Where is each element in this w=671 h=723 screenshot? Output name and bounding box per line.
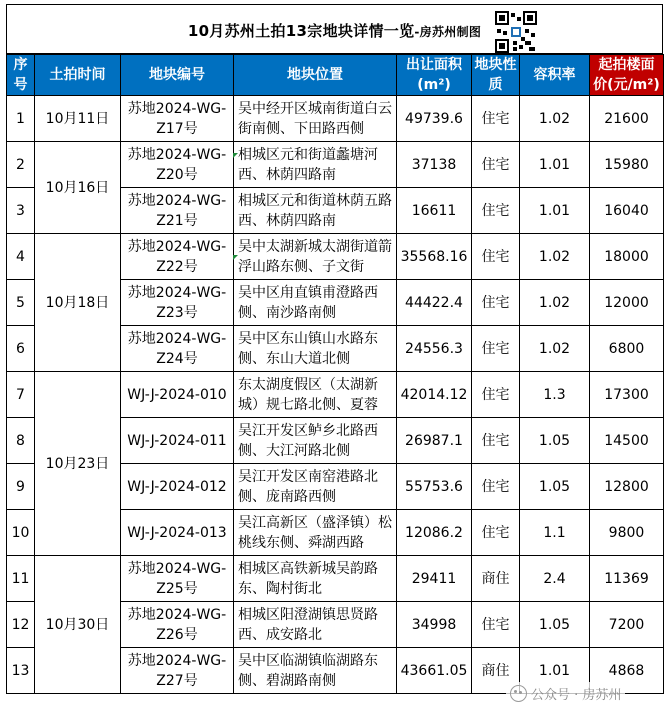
cell-location: 吴江开发区南窑港路北侧、庞南路西侧 [234,464,397,510]
cell-area: 43661.05 [397,648,472,694]
cell-index: 12 [7,602,35,648]
cell-date: 10月30日 [35,556,121,694]
header-price: 起拍楼面价(元/m²) [590,55,664,96]
cell-index: 9 [7,464,35,510]
page-title [7,20,662,41]
cell-index: 7 [7,372,35,418]
cell-location: 相城区高铁新城吴韵路东、陶村街北 [234,556,397,602]
cell-code: 苏地2024-WG-Z27号 [121,648,234,694]
cell-nature: 住宅 [472,418,520,464]
cell-index: 1 [7,96,35,142]
cell-nature: 住宅 [472,96,520,142]
qr-code-icon [495,11,537,53]
cell-nature: 住宅 [472,326,520,372]
cell-nature: 住宅 [472,372,520,418]
cell-area: 34998 [397,602,472,648]
cell-code: 苏地2024-WG-Z25号 [121,556,234,602]
cell-date: 10月16日 [35,142,121,234]
table-row [7,96,664,142]
cell-code: WJ-J-2024-010 [121,372,234,418]
cell-far: 1.05 [520,464,590,510]
cell-index: 6 [7,326,35,372]
cell-far: 1.01 [520,142,590,188]
cell-index: 13 [7,648,35,694]
cell-area: 26987.1 [397,418,472,464]
cell-price: 4868 [590,648,664,694]
cell-nature: 商住 [472,648,520,694]
cell-price: 15980 [590,142,664,188]
header-code: 地块编号 [121,55,234,96]
cell-nature: 住宅 [472,142,520,188]
cell-location: 吴中区东山镇山水路东侧、东山大道北侧 [234,326,397,372]
cell-location: 东太湖度假区（太湖新城）规七路北侧、夏蓉 [234,372,397,418]
cell-far: 2.4 [520,556,590,602]
cell-index: 2 [7,142,35,188]
cell-nature: 住宅 [472,464,520,510]
cell-comment-marker-icon [233,153,238,158]
watermark [506,682,625,705]
cell-price: 12800 [590,464,664,510]
cell-far: 1.01 [520,648,590,694]
table-header-row [7,55,664,96]
cell-area: 16611 [397,188,472,234]
cell-price: 9800 [590,510,664,556]
cell-area: 44422.4 [397,280,472,326]
header-nature: 地块性质 [472,55,520,96]
header-date: 土拍时间 [35,55,121,96]
cell-nature: 商住 [472,556,520,602]
cell-index: 5 [7,280,35,326]
cell-code: WJ-J-2024-013 [121,510,234,556]
cell-price: 16040 [590,188,664,234]
cell-code: 苏地2024-WG-Z26号 [121,602,234,648]
cell-price: 18000 [590,234,664,280]
title-bar [6,4,663,54]
cell-location: 吴中区甪直镇甫澄路西侧、南沙路南侧 [234,280,397,326]
cell-code: 苏地2024-WG-Z23号 [121,280,234,326]
cell-far: 1.01 [520,188,590,234]
cell-nature: 住宅 [472,234,520,280]
cell-location: 吴中区临湖镇临湖路东侧、碧湖路南侧 [234,648,397,694]
cell-area: 42014.12 [397,372,472,418]
watermark-text: 公众号 · 房苏州 [531,688,622,703]
table-row [7,142,664,188]
cell-location: 吴中太湖新城太湖街道箭浮山路东侧、子文街 [234,234,397,280]
cell-area: 29411 [397,556,472,602]
cell-location: 相城区元和街道林荫五路西、林荫四路南 [234,188,397,234]
cell-location: 相城区阳澄湖镇思贤路西、成安路北 [234,602,397,648]
cell-area: 55753.6 [397,464,472,510]
cell-code: 苏地2024-WG-Z20号 [121,142,234,188]
cell-far: 1.02 [520,96,590,142]
cell-price: 14500 [590,418,664,464]
cell-code: 苏地2024-WG-Z22号 [121,234,234,280]
cell-nature: 住宅 [472,280,520,326]
cell-price: 7200 [590,602,664,648]
cell-area: 12086.2 [397,510,472,556]
cell-price: 17300 [590,372,664,418]
cell-date: 10月18日 [35,234,121,372]
cell-area: 49739.6 [397,96,472,142]
cell-price: 21600 [590,96,664,142]
title-sub: -房苏州制图 [414,25,482,39]
table-row [7,234,664,280]
cell-far: 1.02 [520,234,590,280]
cell-far: 1.1 [520,510,590,556]
wechat-icon [510,685,527,702]
header-index: 序号 [7,55,35,96]
cell-far: 1.02 [520,326,590,372]
header-far: 容积率 [520,55,590,96]
cell-nature: 住宅 [472,602,520,648]
header-location: 地块位置 [234,55,397,96]
cell-code: 苏地2024-WG-Z17号 [121,96,234,142]
title-main: 10月苏州土拍13宗地块详情一览 [187,22,415,40]
cell-far: 1.05 [520,602,590,648]
cell-index: 10 [7,510,35,556]
cell-area: 24556.3 [397,326,472,372]
cell-code: WJ-J-2024-012 [121,464,234,510]
cell-code: WJ-J-2024-011 [121,418,234,464]
cell-price: 11369 [590,556,664,602]
cell-price: 12000 [590,280,664,326]
cell-location: 吴中经开区城南街道白云街南侧、下田路西侧 [234,96,397,142]
table-row [7,556,664,602]
cell-index: 3 [7,188,35,234]
cell-far: 1.3 [520,372,590,418]
cell-comment-marker-icon [233,255,238,260]
cell-code: 苏地2024-WG-Z21号 [121,188,234,234]
cell-index: 8 [7,418,35,464]
cell-nature: 住宅 [472,188,520,234]
cell-date: 10月11日 [35,96,121,142]
header-area: 出让面积(m²) [397,55,472,96]
cell-area: 37138 [397,142,472,188]
land-parcel-table [6,54,664,694]
cell-price: 6800 [590,326,664,372]
table-row [7,372,664,418]
cell-index: 11 [7,556,35,602]
cell-date: 10月23日 [35,372,121,556]
cell-far: 1.02 [520,280,590,326]
cell-location: 吴江开发区鲈乡北路西侧、大江河路北侧 [234,418,397,464]
cell-location: 相城区元和街道蠡塘河西、林荫四路南 [234,142,397,188]
cell-location: 吴江高新区（盛泽镇）松桃线东侧、舜湖西路 [234,510,397,556]
cell-area: 35568.16 [397,234,472,280]
cell-index: 4 [7,234,35,280]
cell-far: 1.05 [520,418,590,464]
cell-code: 苏地2024-WG-Z24号 [121,326,234,372]
cell-nature: 住宅 [472,510,520,556]
